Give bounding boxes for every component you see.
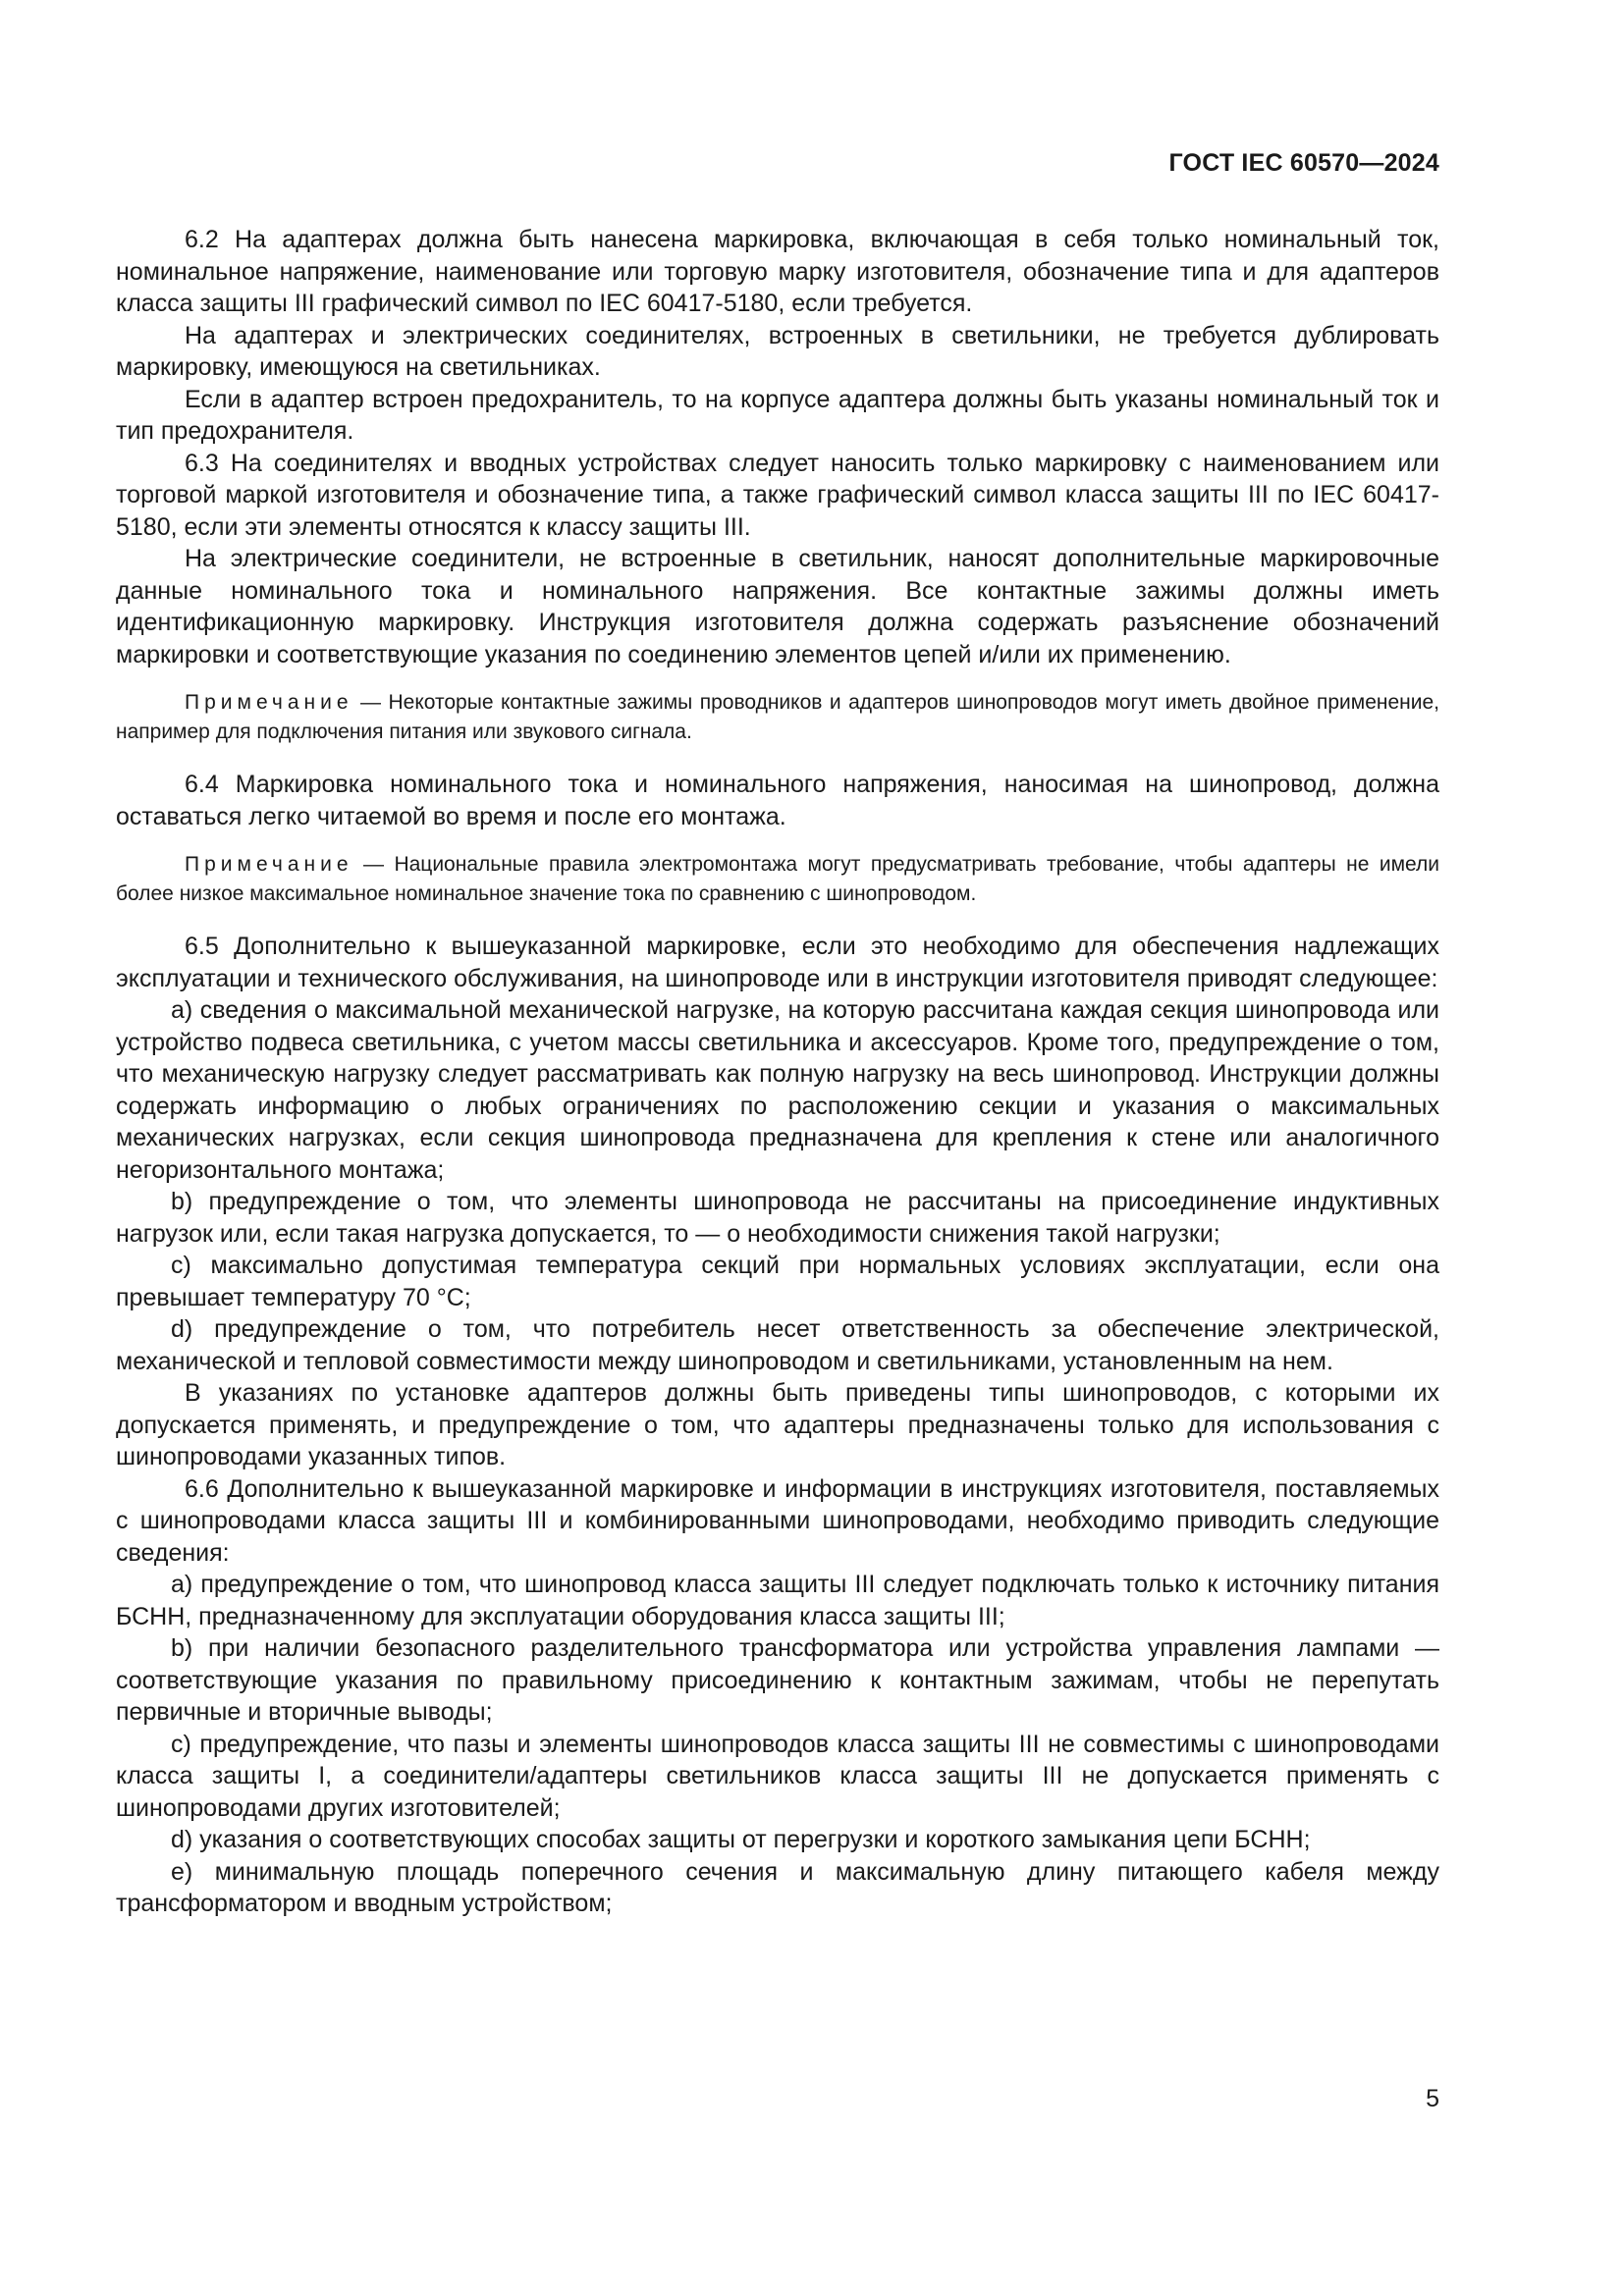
list-item-6-6-c: c) предупреждение, что пазы и элементы шинопроводов класса защиты III не совместимы с шинопроводами класса защиты I, а соединители/адаптеры светильников класса защиты III не допускается применять с шинопроводами других изготовителей;	[116, 1730, 1439, 1822]
note-1	[116, 688, 1439, 747]
paragraph-adapters-dup: На адаптерах и электрических соединителях, встроенных в светильники, не требуется дублировать маркировку, имеющуюся на светильниках.	[116, 321, 1439, 381]
paragraph-6-3: 6.3 На соединителях и вводных устройствах следует наносить только маркировку с наименованием или торговой маркой изготовителя и обозначение типа, а также графический символ класса защиты III по IEC 60417-5180, если эти элементы относятся к классу защиты III.	[116, 449, 1439, 541]
page-body	[116, 224, 1439, 1920]
list-item-6-6-e: е) минимальную площадь поперечного сечения и максимальную длину питающего кабеля между трансформатором и вводным устройством;	[116, 1857, 1439, 1917]
list-item-6-5-b: b) предупреждение о том, что элементы шинопровода не рассчитаны на присоединение индуктивных нагрузок или, если такая нагрузка допускается, то — о необходимости снижения такой нагрузки;	[116, 1188, 1439, 1248]
list-item-6-6-b: b) при наличии безопасного разделительного трансформатора или устройства управления лампами — соответствующие указания по правильному присоединению к контактным зажимам, чтобы не перепутать первичные и вторичные выводы;	[116, 1634, 1439, 1726]
paragraph-adapter-installation: В указаниях по установке адаптеров должны быть приведены типы шинопроводов, с которыми их допускается применять, и предупреждение о том, что адаптеры предназначены только для использования с шинопроводами указанных типов.	[116, 1379, 1439, 1470]
paragraph-6-2: 6.2 На адаптерах должна быть нанесена маркировка, включающая в себя только номинальный ток, номинальное напряжение, наименование или торговую марку изготовителя, обозначение типа и для адаптеров класса защиты III графический символ по IEC 60417-5180, если требуется.	[116, 226, 1439, 317]
list-item-6-5-d: d) предупреждение о том, что потребитель несет ответственность за обеспечение электрической, механической и тепловой совместимости между шинопроводом и светильниками, установленным на нем.	[116, 1315, 1439, 1375]
paragraph-connectors: На электрические соединители, не встроенные в светильник, наносят дополнительные маркировочные данные номинального тока и номинального напряжения. Все контактные зажимы должны иметь идентификационную маркировку. Инструкция изготовителя должна содержать разъяснение обозначений маркировки и соответствующие указания по соединению элементов цепей и/или их применению.	[116, 545, 1439, 668]
paragraph-fuse: Если в адаптер встроен предохранитель, то на корпусе адаптера должны быть указаны номинальный ток и тип предохранителя.	[116, 385, 1439, 445]
paragraph-6-6: 6.6 Дополнительно к вышеуказанной маркировке и информации в инструкциях изготовителя, поставляемых с шинопроводами класса защиты III и комбинированными шинопроводами, необходимо приводить следующие сведения:	[116, 1474, 1439, 1567]
note-2	[116, 850, 1439, 909]
note-label: Примечание	[185, 853, 353, 876]
paragraph-6-5: 6.5 Дополнительно к вышеуказанной маркировке, если это необходимо для обеспечения надлежащих эксплуатации и технического обслуживания, на шинопроводе или в инструкции изготовителя приводят следующее:	[116, 933, 1439, 992]
note-label: Примечание	[185, 691, 353, 714]
note-text: — Национальные правила электромонтажа могут предусматривать требование, чтобы адаптеры не имели более низкое максимальное номинальное значение тока по сравнению с шинопроводом.	[116, 853, 1439, 905]
note-text: — Некоторые контактные зажимы проводников и адаптеров шинопроводов могут иметь двойное применение, например для подключения питания или звукового сигнала.	[116, 691, 1439, 743]
paragraph-6-4: 6.4 Маркировка номинального тока и номинального напряжения, наносимая на шинопровод, должна оставаться легко читаемой во время и после его монтажа.	[116, 771, 1439, 830]
list-item-6-6-a: а) предупреждение о том, что шинопровод класса защиты III следует подключать только к источнику питания БСНН, предназначенному для эксплуатации оборудования класса защиты III;	[116, 1571, 1439, 1630]
list-item-6-6-d: d) указания о соответствующих способах защиты от перегрузки и короткого замыкания цепи БСНН;	[171, 1826, 1311, 1853]
list-item-6-5-a: а) сведения о максимальной механической нагрузке, на которую рассчитана каждая секция шинопровода или устройство подвеса светильника, с учетом массы светильника и аксессуаров. Кроме того, предупреждение о том, что механическую нагрузку следует рассматривать как полную нагрузку на весь шинопровод. Инструкции должны содержать информацию о любых ограничениях по расположению секции и указания о максимальных механических нагрузках, если секция шинопровода предназначена для крепления к стене или аналогичного негоризонтального монтажа;	[116, 996, 1439, 1184]
document-header: ГОСТ IEC 60570—2024	[1168, 149, 1439, 177]
page-number: 5	[1426, 2085, 1439, 2112]
list-item-6-5-c: c) максимально допустимая температура секций при нормальных условиях эксплуатации, если она превышает температуру 70 °С;	[116, 1252, 1439, 1311]
